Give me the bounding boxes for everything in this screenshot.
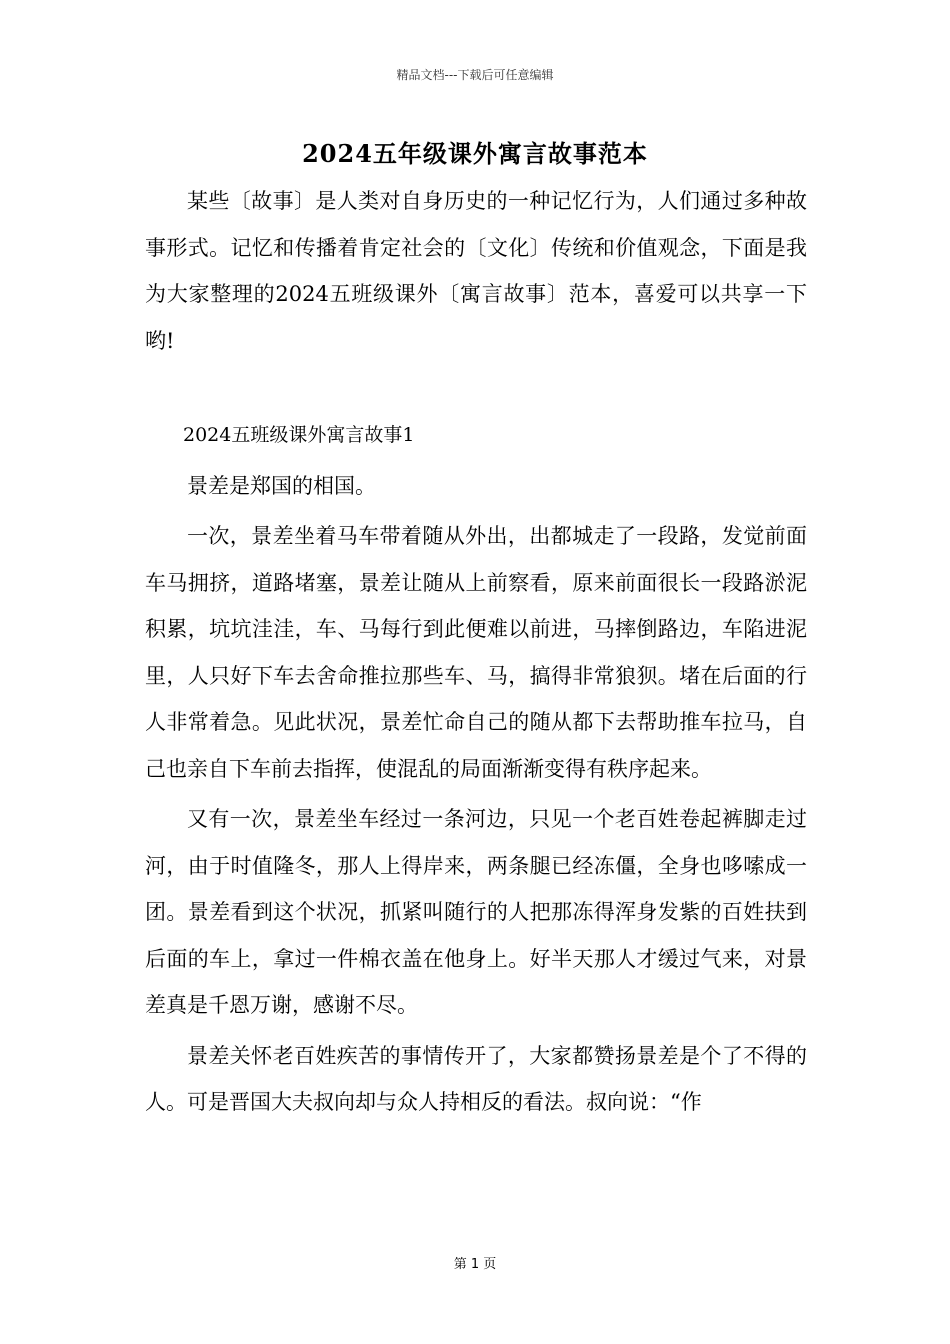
intro-paragraph: 某些〔故事〕是人类对自身历史的一种记忆行为，人们通过多种故事形式。记忆和传播着肯定社会的〔文化〕传统和价值观念，下面是我为大家整理的2024五班级课外〔寓言故事〕范本，喜爱可以共享一下哟! — [145, 189, 807, 353]
page-header: 精品文档---下载后可任意编辑 — [396, 68, 554, 82]
document-title: 2024五年级课外寓言故事范本 — [302, 139, 648, 168]
section-heading: 2024五班级课外寓言故事1 — [183, 424, 415, 446]
page-number: 第 1 页 — [453, 1257, 497, 1272]
body-paragraph: 景差关怀老百姓疾苦的事情传开了，大家都赞扬景差是个了不得的人。可是晋国大夫叔向却与众人持相反的看法。叔向说：“作 — [145, 1043, 807, 1114]
body-paragraph: 又有一次，景差坐车经过一条河边，只见一个老百姓卷起裤脚走过河，由于时值隆冬，那人上得岸来，两条腿已经冻僵，全身也哆嗦成一团。景差看到这个状况，抓紧叫随行的人把那冻得浑身发紫的百姓扶到后面的车上，拿过一件棉衣盖在他身上。好半天那人才缓过气来，对景差真是千恩万谢，感谢不尽。 — [145, 807, 807, 1017]
body-paragraph: 一次，景差坐着马车带着随从外出，出都城走了一段路，发觉前面车马拥挤，道路堵塞，景差让随从上前察看，原来前面很长一段路淤泥积累，坑坑洼洼，车、马每行到此便难以前进，马摔倒路边，车陷进泥里，人只好下车去舍命推拉那些车、马，搞得非常狼狈。堵在后面的行人非常着急。见此状况，景差忙命自己的随从都下去帮助推车拉马，自己也亲自下车前去指挥，使混乱的局面渐渐变得有秩序起来。 — [145, 524, 807, 781]
body-paragraph: 景差是郑国的相国。 — [187, 473, 376, 498]
document-body — [145, 178, 807, 1126]
